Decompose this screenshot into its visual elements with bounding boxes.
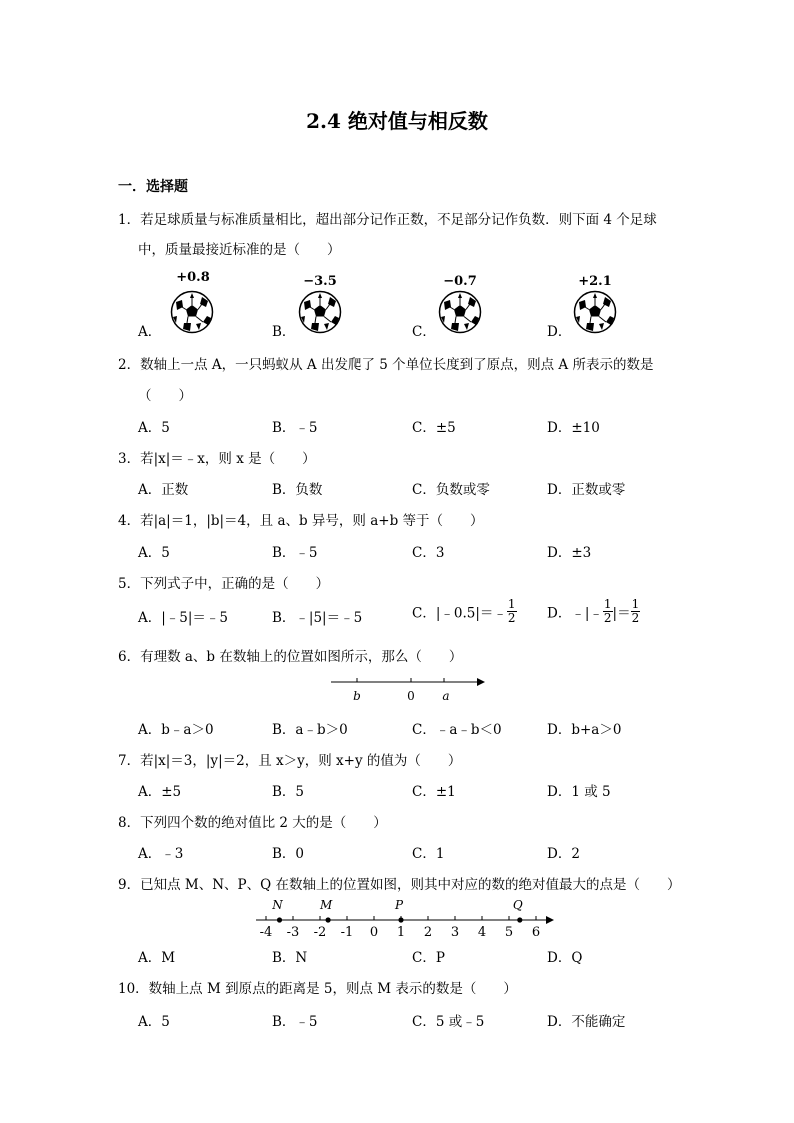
soccer-ball-icon — [170, 290, 214, 334]
q1-stem-line2: 中，质量最接近标准的是（ ） — [138, 242, 341, 258]
denominator: 2 — [603, 611, 612, 625]
fraction — [603, 598, 613, 625]
q1-option-a-label: A． — [138, 324, 162, 340]
axis-label-b: b — [353, 689, 361, 703]
q6-option-d: D．b+a＞0 — [547, 722, 622, 738]
q5-stem: 5．下列式子中，正确的是（ ） — [118, 576, 330, 592]
q10-option-a: A．5 — [138, 1014, 170, 1030]
q8-option-c: C．1 — [412, 846, 445, 862]
denominator: 2 — [507, 611, 516, 625]
axis-label-a: a — [442, 689, 450, 703]
q7-option-a: A．±5 — [138, 784, 182, 800]
tick-label: 4 — [477, 925, 487, 940]
ball-a-value: +0.8 — [176, 270, 210, 285]
q4-option-b: B．﹣5 — [272, 545, 318, 561]
tick-label: 2 — [423, 925, 433, 940]
q6-option-c: C．﹣a﹣b＜0 — [412, 722, 502, 738]
page-title: 2.4 绝对值与相反数 — [306, 109, 488, 133]
q6-option-b: B．a﹣b＞0 — [272, 722, 348, 738]
tick-label: 6 — [531, 925, 541, 940]
q3-stem: 3．若|x|＝﹣x，则 x 是（ ） — [118, 451, 316, 467]
q2-option-d: D．±10 — [547, 420, 600, 436]
q5-option-d-prefix: D．﹣|﹣ — [547, 605, 603, 622]
soccer-ball-icon — [573, 290, 617, 334]
q5-option-d-mid: |＝ — [612, 605, 631, 622]
q9-option-a: A．M — [138, 950, 176, 966]
q5-option-c — [412, 598, 517, 625]
q7-option-c: C．±1 — [412, 784, 456, 800]
q4-option-c: C．3 — [412, 545, 445, 561]
q6-option-a: A．b﹣a＞0 — [138, 722, 214, 738]
q2-stem-line2: （ ） — [138, 388, 192, 404]
q6-number-line — [325, 672, 490, 708]
q5-option-b: B．﹣|5|＝﹣5 — [272, 610, 363, 626]
point-label-m: M — [319, 898, 333, 912]
q7-stem: 7．若|x|＝3，|y|＝2，且 x＞y，则 x+y 的值为（ ） — [118, 753, 462, 769]
q9-number-line — [250, 894, 560, 940]
q7-option-d: D．1 或 5 — [547, 784, 611, 800]
q2-option-a: A．5 — [138, 420, 170, 436]
tick-label: 5 — [504, 925, 514, 940]
q5-option-c-prefix: C．|﹣0.5|＝﹣ — [412, 605, 507, 622]
q4-stem: 4．若|a|＝1，|b|＝4，且 a、b 异号，则 a+b 等于（ ） — [118, 513, 484, 529]
q8-option-a: A．﹣3 — [138, 846, 184, 862]
fraction — [631, 598, 641, 625]
q1-option-c-label: C． — [412, 324, 436, 340]
point-label-p: P — [394, 898, 404, 912]
q5-option-d — [547, 598, 640, 625]
q10-stem: 10．数轴上点 M 到原点的距离是 5，则点 M 表示的数是（ ） — [118, 981, 517, 997]
q3-option-c: C．负数或零 — [412, 482, 490, 498]
q2-option-c: C．±5 — [412, 420, 456, 436]
tick-label: -4 — [259, 925, 273, 940]
q9-stem: 9．已知点 M、N、P、Q 在数轴上的位置如图，则其中对应的数的绝对值最大的点是（ ） — [118, 877, 681, 893]
tick-label: 0 — [369, 925, 379, 940]
tick-label: -2 — [313, 925, 327, 940]
q8-option-d: D．2 — [547, 846, 580, 862]
q5-option-a: A．|﹣5|＝﹣5 — [138, 610, 229, 626]
point-q — [517, 917, 522, 922]
q7-option-b: B．5 — [272, 784, 305, 800]
tick-label: 3 — [450, 925, 460, 940]
section-heading: 一．选择题 — [118, 179, 188, 195]
q2-option-b: B．﹣5 — [272, 420, 318, 436]
q9-option-d: D．Q — [547, 950, 583, 966]
arrow-icon — [546, 916, 554, 924]
point-m — [326, 917, 331, 922]
tick-label: 1 — [396, 925, 406, 940]
q3-option-a: A．正数 — [138, 482, 189, 498]
q1-stem-line1: 1．若足球质量与标准质量相比，超出部分记作正数，不足部分记作负数．则下面 4 个足球 — [118, 212, 657, 228]
q1-option-d-label: D． — [547, 324, 572, 340]
q3-option-d: D．正数或零 — [547, 482, 626, 498]
point-n — [277, 917, 282, 922]
q6-stem: 6．有理数 a、b 在数轴上的位置如图所示，那么（ ） — [118, 649, 463, 665]
soccer-ball-icon — [298, 290, 342, 334]
numerator: 1 — [603, 597, 612, 611]
q9-option-b: B．N — [272, 950, 308, 966]
q4-option-d: D．±3 — [547, 545, 592, 561]
fraction — [507, 598, 517, 625]
point-label-q: Q — [512, 898, 523, 912]
tick-label: -1 — [340, 925, 354, 940]
q10-option-b: B．﹣5 — [272, 1014, 318, 1030]
ball-c-value: −0.7 — [443, 274, 477, 289]
numerator: 1 — [507, 597, 516, 611]
axis-label-0: 0 — [407, 689, 415, 703]
denominator: 2 — [631, 611, 640, 625]
point-label-n: N — [272, 898, 283, 912]
numerator: 1 — [631, 597, 640, 611]
q1-option-b-label: B． — [272, 324, 296, 340]
q2-stem-line1: 2．数轴上一点 A，一只蚂蚁从 A 出发爬了 5 个单位长度到了原点，则点 A 所表示的数是 — [118, 357, 654, 373]
ball-b-value: −3.5 — [303, 274, 337, 289]
tick-label: -3 — [286, 925, 300, 940]
ball-d-value: +2.1 — [578, 274, 612, 289]
q8-stem: 8．下列四个数的绝对值比 2 大的是（ ） — [118, 815, 387, 831]
point-p — [398, 917, 403, 922]
arrow-icon — [477, 678, 485, 686]
q10-option-c: C．5 或﹣5 — [412, 1014, 485, 1030]
q9-option-c: C．P — [412, 950, 445, 966]
q8-option-b: B．0 — [272, 846, 305, 862]
q10-option-d: D．不能确定 — [547, 1014, 626, 1030]
soccer-ball-icon — [438, 290, 482, 334]
q4-option-a: A．5 — [138, 545, 170, 561]
q3-option-b: B．负数 — [272, 482, 323, 498]
